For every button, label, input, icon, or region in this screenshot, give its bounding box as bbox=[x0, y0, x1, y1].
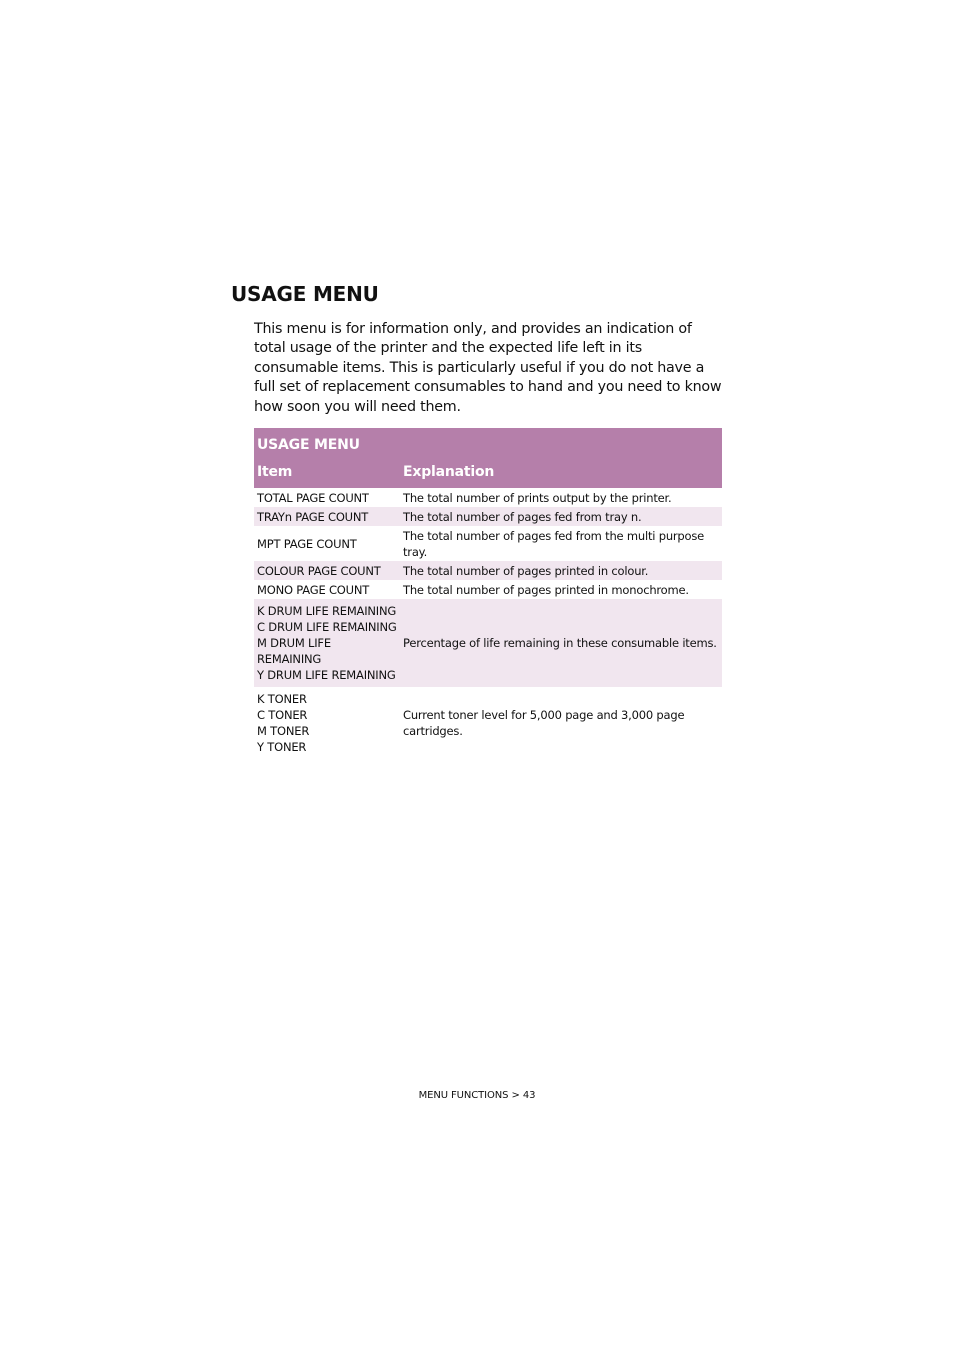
column-header-explanation: Explanation bbox=[400, 455, 722, 488]
table-row bbox=[254, 687, 722, 759]
table-caption-row bbox=[254, 428, 722, 455]
explanation-cell: Current toner level for 5,000 page and 3,000 page cartridges. bbox=[403, 708, 685, 738]
table-row bbox=[254, 580, 722, 599]
explanation-cell: The total number of pages printed in colour. bbox=[400, 561, 722, 580]
usage-menu-table bbox=[254, 428, 722, 759]
column-header-item: Item bbox=[254, 455, 400, 488]
explanation-cell: The total number of prints output by the printer. bbox=[403, 490, 672, 505]
item-cell: TRAYn PAGE COUNT bbox=[254, 507, 400, 526]
explanation-cell: Percentage of life remaining in these consumable items. bbox=[400, 599, 722, 687]
item-cell: COLOUR PAGE COUNT bbox=[254, 561, 400, 580]
page-footer: MENU FUNCTIONS > 43 bbox=[418, 1090, 536, 1101]
explanation-cell: The total number of pages fed from tray n. bbox=[400, 507, 722, 526]
table-caption: USAGE MENU bbox=[254, 428, 722, 455]
table-row bbox=[254, 507, 722, 526]
explanation-cell: The total number of pages printed in monochrome. bbox=[403, 582, 689, 597]
page-title: USAGE MENU bbox=[231, 282, 379, 306]
table-row bbox=[254, 561, 722, 580]
intro-paragraph: This menu is for information only, and provides an indication of total usage of the printer and the expected life left in its consumable items. This is particularly useful if you do not have a full set of replacement consumables to hand and you need to know how soon you will need them. bbox=[254, 321, 722, 415]
item-cell: MONO PAGE COUNT bbox=[257, 582, 370, 597]
item-cell: K DRUM LIFE REMAINING C DRUM LIFE REMAINING M DRUM LIFE REMAINING Y DRUM LIFE REMAINING bbox=[254, 599, 400, 687]
item-cell: MPT PAGE COUNT bbox=[257, 536, 357, 551]
table-header-row bbox=[254, 455, 722, 488]
table-row bbox=[254, 488, 722, 507]
explanation-cell: The total number of pages fed from the multi purpose tray. bbox=[403, 528, 705, 559]
item-cell: K TONER C TONER M TONER Y TONER bbox=[257, 692, 310, 754]
item-cell: TOTAL PAGE COUNT bbox=[257, 490, 369, 505]
table-row bbox=[254, 526, 722, 561]
table-row bbox=[254, 599, 722, 687]
